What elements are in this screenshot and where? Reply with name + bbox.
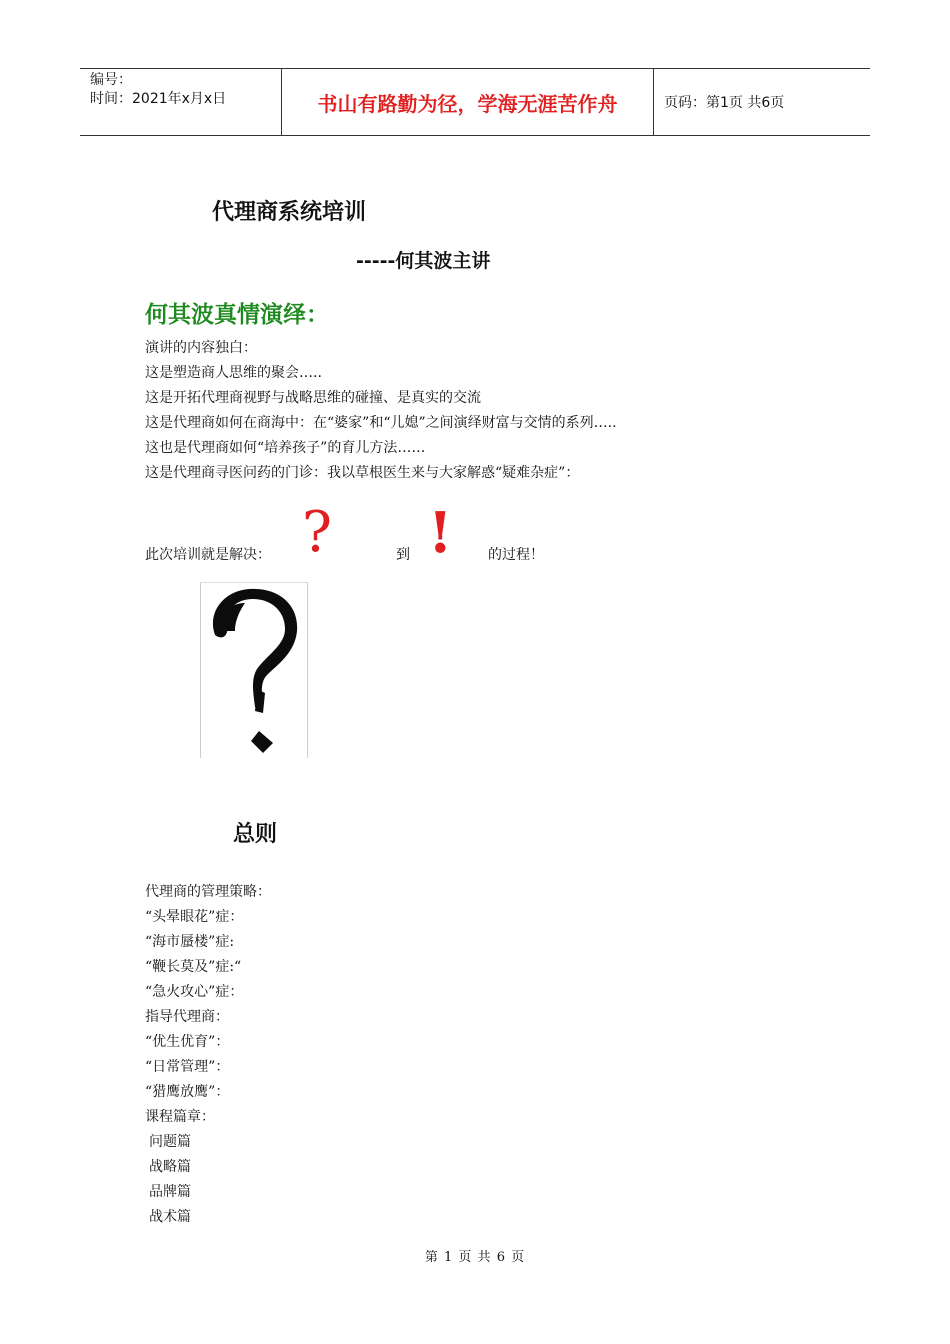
page-header bbox=[80, 68, 870, 136]
section-heading: 总则 bbox=[233, 822, 278, 847]
intro-line: 这是开拓代理商视野与战略思维的碰撞、是真实的交流 bbox=[145, 390, 481, 406]
general-line: 指导代理商： bbox=[145, 1009, 229, 1025]
general-line: 代理商的管理策略： bbox=[145, 884, 271, 900]
general-lines bbox=[145, 880, 271, 1230]
intro-line: 这是代理商寻医问药的门诊：我以草根医生来与大家解惑“疑难杂症”： bbox=[145, 465, 580, 481]
general-line: 课程篇章： bbox=[145, 1109, 215, 1125]
document-subtitle: -----何其波主讲 bbox=[356, 250, 491, 272]
question-mark-icon: ? bbox=[302, 500, 333, 565]
header-meta-cell bbox=[80, 69, 282, 135]
general-line: “头晕眼花”症： bbox=[145, 909, 244, 925]
intro-lines bbox=[145, 336, 617, 486]
general-line: “优生优育”： bbox=[145, 1034, 230, 1050]
header-page-info: 页码：第1页 共6页 bbox=[664, 95, 785, 111]
solve-prefix: 此次培训就是解决： bbox=[145, 547, 271, 563]
general-line: “日常管理”： bbox=[145, 1059, 230, 1075]
chapter-item: 品牌篇 bbox=[149, 1184, 191, 1200]
brush-question-mark-image bbox=[200, 582, 308, 758]
header-number-label: 编号： bbox=[90, 72, 132, 88]
general-line: “海市蜃楼”症: bbox=[145, 934, 235, 950]
header-motto: 书山有路勤为径，学海无涯苦作舟 bbox=[282, 69, 654, 135]
intro-line: 这也是代理商如何“培养孩子”的育儿方法…… bbox=[145, 440, 426, 456]
exclamation-mark-icon: ! bbox=[428, 500, 453, 566]
green-heading: 何其波真情演绎： bbox=[145, 302, 329, 328]
intro-line: 这是代理商如何在商海中：在“婆家”和“儿媳”之间演绎财富与交情的系列….. bbox=[145, 415, 617, 431]
document-title: 代理商系统培训 bbox=[212, 200, 367, 225]
intro-line: 演讲的内容独白： bbox=[145, 340, 257, 356]
header-time-label: 时间：2021年x月x日 bbox=[90, 91, 227, 107]
chapter-item: 问题篇 bbox=[149, 1134, 191, 1150]
general-line: “鞭长莫及”症:“ bbox=[145, 959, 242, 975]
chapter-item: 战术篇 bbox=[149, 1209, 191, 1225]
intro-line: 这是塑造商人思维的聚会….. bbox=[145, 365, 322, 381]
solve-to: 到 bbox=[396, 547, 410, 563]
general-line: “急火攻心”症： bbox=[145, 984, 244, 1000]
chapter-item: 战略篇 bbox=[149, 1159, 191, 1175]
brush-question-mark-icon bbox=[201, 583, 307, 757]
solve-suffix: 的过程！ bbox=[488, 547, 544, 563]
general-line: “猎鹰放鹰”： bbox=[145, 1084, 230, 1100]
page-footer: 第 1 页 共 6 页 bbox=[424, 1250, 526, 1265]
